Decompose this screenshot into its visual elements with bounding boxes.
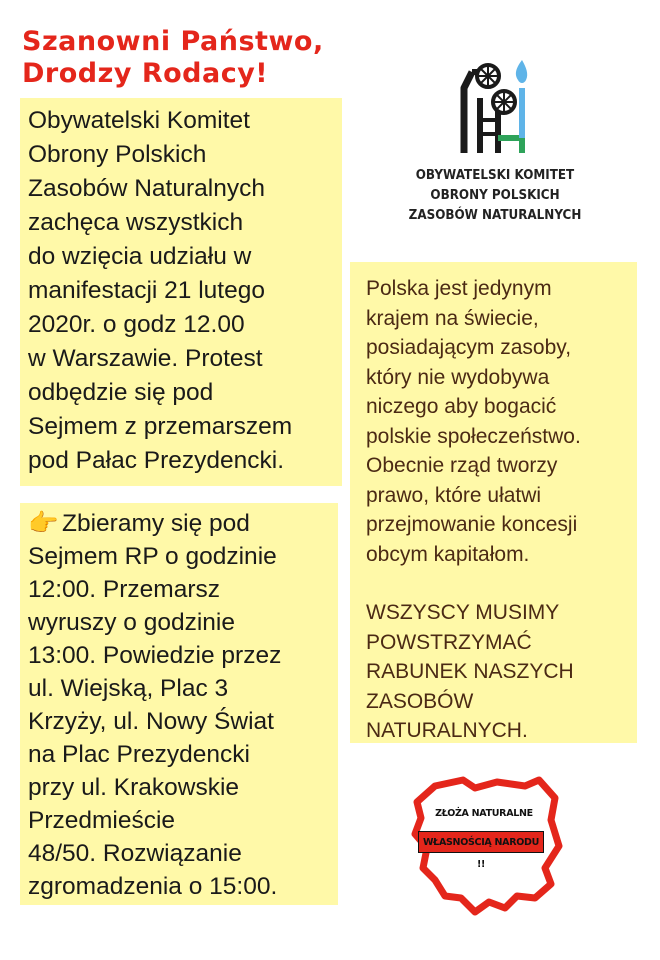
badge-line-2: WŁASNOŚCIĄ NARODU !! — [418, 831, 544, 853]
call-to-action-text: WSZYSCY MUSIMY POWSTRZYMAĆ RABUNEK NASZYCH ZASOBÓW NATURALNYCH. — [366, 601, 574, 742]
appeal-text: Polska jest jedynym krajem na świecie, posiadającym zasoby, który nie wydobywa niczego aby bogacić polskie społeczeństwo. Obecnie rząd tworzy prawo, które ułatwi przejmowanie koncesji obcym kapitałom. — [366, 277, 581, 566]
announcement-text: Obywatelski Komitet Obrony Polskich Zasobów Naturalnych zachęca wszystkich do wzięcia udziału w manifestacji 21 lutego 2020r. o godz 12.00 w Warszawie. Protest odbędzie się pod Sejmem z przemarszem pod Pałac Prezydencki. — [28, 107, 293, 474]
pointing-hand-icon: 👉 — [28, 510, 59, 537]
logo-name-line-2: OBRONY POLSKICH — [430, 188, 560, 203]
logo-name-line-3: ZASOBÓW NATURALNYCH — [408, 208, 582, 223]
badge-line-1: ZŁOŻA NATURALNE — [435, 808, 533, 819]
headline — [22, 26, 324, 90]
logo-organization-name — [394, 166, 596, 226]
mine-headframe-gas-flame-icon — [450, 58, 542, 158]
appeal-note — [350, 262, 637, 743]
headline-line-2: Drodzy Rodacy! — [22, 58, 269, 89]
announcement-note — [20, 98, 342, 486]
route-note — [20, 503, 338, 905]
headline-line-1: Szanowni Państwo, — [22, 26, 324, 57]
route-text: Zbieramy się pod Sejmem RP o godzinie 12:00. Przemarsz wyruszy o godzinie 13:00. Powiedzie przez ul. Wiejską, Plac 3 Krzyży, ul. Nowy Świat na Plac Prezydencki przy ul. Krakowskie Przedmieście 48/50. Rozwiązanie zgromadzenia o 15:00. — [28, 510, 282, 900]
logo-name-line-1: OBYWATELSKI KOMITET — [415, 168, 575, 183]
